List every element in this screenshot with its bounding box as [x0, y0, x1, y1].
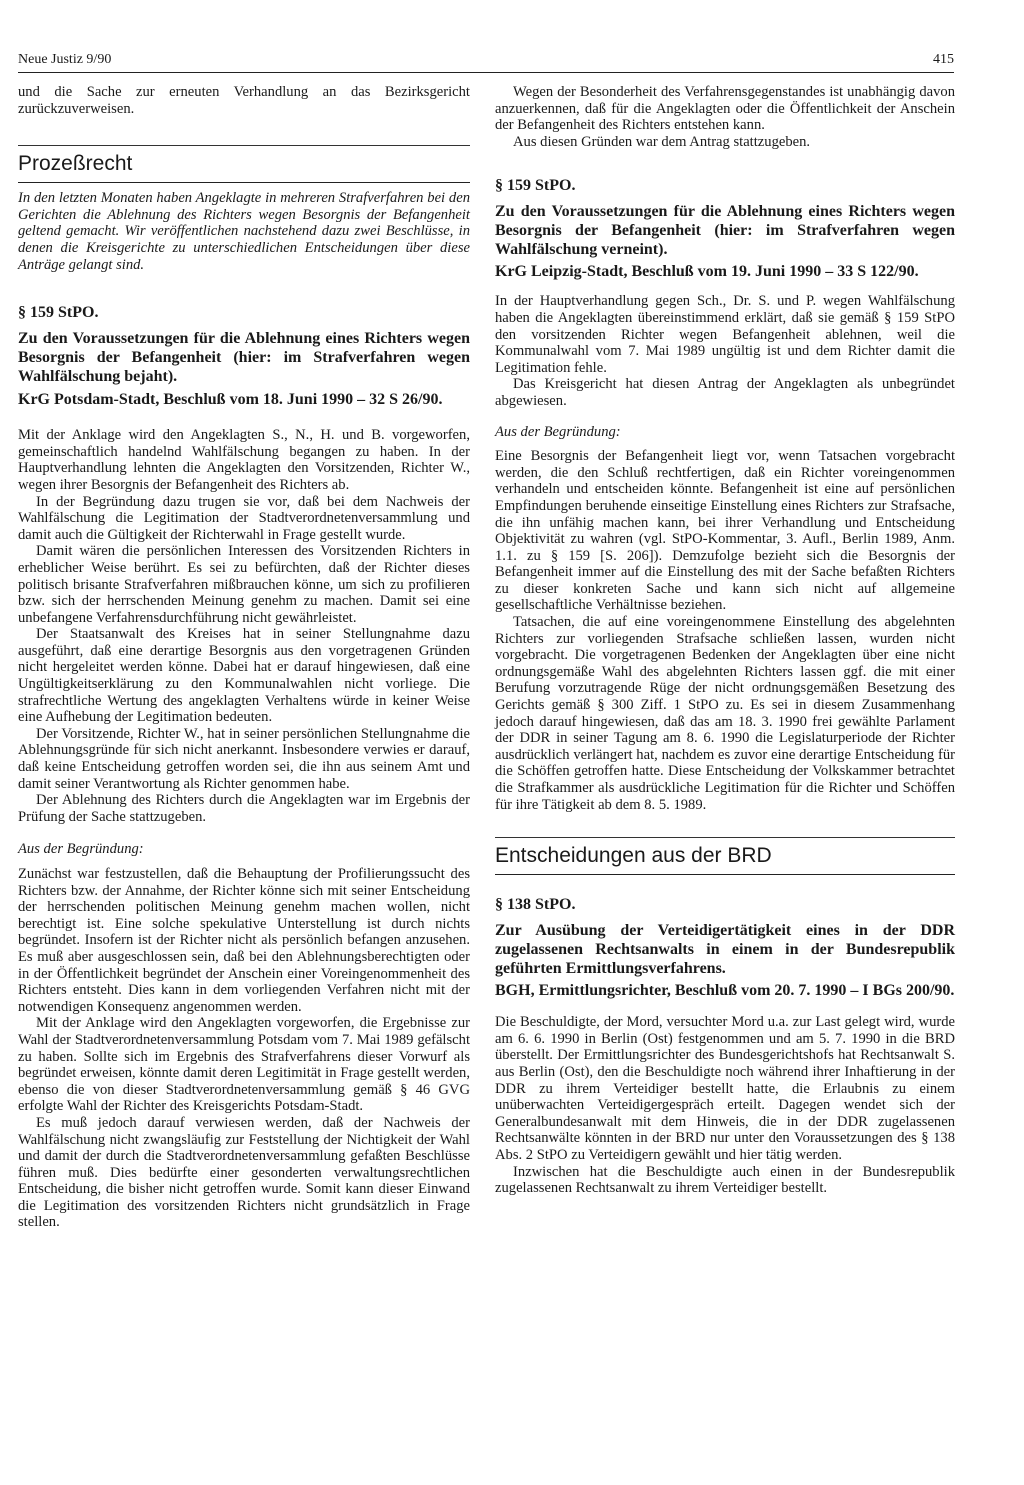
reason-paragraph: Tatsachen, die auf eine voreingenommene Einstellung des abgelehnten Richters zur vorliegenden Strafsache schließen lassen, wurden nicht vorgebracht. Die vorgetragenen Bedenken der Angeklagten über eine nicht ordnungsgemäße Wahl des abgelehnten Richters lassen ggf. die mit einer Berufung vorzutragende Rüge der nicht ordnungsgemäßen Besetzung des Gerichts gemäß § 300 Ziff. 1 StPO zu. Es sei in diesem Zusammenhang jedoch darauf hingewiesen, daß das am 18. 3. 1990 frei gewählte Parlament der DDR in seiner Tagung am 8. 6. 1990 die Legislaturperiode der Richter ausdrücklich verlängert hat, nachdem es zuvor eine derartige Entscheidung für die Schöffen getroffen hatte. Diese Entscheidung der Volkskammer betrachtet die Strafkammer als ausdrückliche Legitimation für die Richter und Schöffen für ihre Tätigkeit ab dem 8. 5. 1989. — [495, 614, 955, 813]
reasons-heading: Aus der Begründung: — [18, 841, 144, 858]
fact-paragraph: Das Kreisgericht hat diesen Antrag der Angeklagten als unbegründet abgewiesen. — [495, 376, 955, 409]
case2-reasons-heading: Aus der Begründung: — [495, 423, 621, 440]
continuation-paragraph: Wegen der Besonderheit des Verfahrensgegenstandes ist unabhängig davon anzuerkennen, daß für die Angeklagten oder die Öffentlichkeit der Anschein der Befangenheit des Richters entstehen kann. — [495, 84, 955, 134]
fact-paragraph: In der Begründung dazu trugen sie vor, daß bei dem Nachweis der Wahlfälschung die Legitimation der Stadtverordnetenversammlung und damit auch die Gültigkeit der Richterwahl in Frage gestellt wurde. — [18, 493, 470, 543]
fact-paragraph: Der Vorsitzende, Richter W., hat in seiner persönlichen Stellungnahme die Ablehnungsgründe für sich nicht anerkannt. Insbesondere verwies er darauf, daß keine Entscheidung getroffen worden sei, die ihn aus seinem Amt und damit seiner Verantwortung als Richter genommen habe. — [18, 725, 470, 792]
case2-paragraph-label: § 159 StPO. — [495, 177, 576, 195]
reason-paragraph: Mit der Anklage wird den Angeklagten vorgeworfen, die Ergebnisse zur Wahl der Stadtverordnetenversammlung Potsdam vom 7. Mai 1989 gefälscht zu haben. Sollte sich im Ergebnis des Strafverfahrens dieser Vorwurf als begründet erweisen, könnte damit deren Legitimität in Frage gestellt werden, ebenso die von dieser Stadtverordnetenversammlung gemäß § 46 GVG erfolgte Wahl der Richter des Kreisgerichts Potsdam-Stadt. — [18, 1015, 470, 1115]
section2-title: Entscheidungen aus der BRD — [495, 844, 772, 868]
fact-paragraph: In der Hauptverhandlung gegen Sch., Dr. S. und P. wegen Wahlfälschung haben die Angeklagten übereinstimmend erklärt, daß sie gemäß § 159 StPO den vorsitzenden Richter wegen Befangenheit ablehnen, weil die Kommunalwahl vom 7. Mai 1989 ungültig ist und dem Richter damit die Legitimation fehle. — [495, 293, 955, 376]
fact-paragraph: Der Ablehnung des Richters durch die Angeklagten war im Ergebnis der Prüfung der Sache stattzugeben. — [18, 792, 470, 825]
case3-reference: BGH, Ermittlungsrichter, Beschluß vom 20. 7. 1990 – I BGs 200/90. — [495, 982, 955, 1000]
left-column — [18, 84, 470, 1231]
header-rule — [18, 72, 954, 73]
reason-paragraph: Es muß jedoch darauf verwiesen werden, daß der Nachweis der Wahlfälschung nicht zwangsläufig zur Feststellung der Nichtigkeit der Wahl und damit der durch die Stadtverordnetenversammlung gefaßten Beschlüsse führen muß. Dies bedürfte einer gesonderten verwaltungsrechtlichen Entscheidung, die bisher nicht getroffen wurde. Somit kann dieser Einwand die Legitimation des vorsitzenden Richters nicht grundsätzlich in Frage stellen. — [18, 1114, 470, 1231]
case3-title: Zur Ausübung der Verteidigertätigkeit eines in der DDR zugelassenen Rechtsanwalts in einem in der Bundesrepublik geführten Ermittlungsverfahrens. — [495, 922, 955, 978]
page-number: 415 — [933, 52, 954, 67]
journal-issue: Neue Justiz 9/90 — [18, 52, 112, 67]
fact-paragraph: Der Staatsanwalt des Kreises hat in seiner Stellungnahme dazu ausgeführt, daß eine derartige Besorgnis aus den vorgetragenen Gründen nicht hergeleitet werden könne. Dabei hat er darauf hingewiesen, daß eine Ungültigkeitserklärung zu den Kommunalwahlen nicht vorliege. Die strafrechtliche Wertung des angeklagten Verhaltens würde in keiner Weise eine Aufhebung der Legitimation bedeuten. — [18, 626, 470, 726]
case3-facts — [495, 1014, 955, 1197]
case-facts — [18, 427, 470, 825]
case3-paragraph-label: § 138 StPO. — [495, 896, 576, 914]
case2-facts — [495, 293, 955, 409]
section2-rule-bottom — [495, 874, 955, 875]
fact-paragraph: Mit der Anklage wird den Angeklagten S., N., H. und B. vorgeworfen, gemeinschaftlich handelnd Wahlfälschung begangen zu haben. In der Hauptverhandlung lehnten die Angeklagten den Vorsitzenden, Richter W., wegen ihrer Besorgnis der Befangenheit des Richters ab. — [18, 427, 470, 493]
case2-reference: KrG Leipzig-Stadt, Beschluß vom 19. Juni 1990 – 33 S 122/90. — [495, 263, 919, 281]
case-paragraph-label: § 159 StPO. — [18, 304, 99, 322]
case-reference: KrG Potsdam-Stadt, Beschluß vom 18. Juni 1990 – 32 S 26/90. — [18, 391, 443, 409]
fact-paragraph: Die Beschuldigte, der Mord, versuchter Mord u.a. zur Last gelegt wird, wurde am 6. 6. 1990 in Berlin (Ost) festgenommen und am 5. 7. 1990 in die BRD überstellt. Der Ermittlungsrichter des Bundesgerichtshofs hat Rechtsanwalt S. aus Berlin (Ost), den die Beschuldigte noch während ihrer Inhaftierung in der DDR zu ihrem Verteidiger bestellt hatte, die Erlaubnis zu einem unüberwachten Verteidigergespräch erteilt. Dagegen wendet sich der Generalbundesanwalt mit dem Hinweis, die in der DDR zugelassenen Rechtsanwälte könnten in der BRD nur unter den Voraussetzungen des § 138 Abs. 2 StPO zu Verteidigern gewählt und hier tätig werden. — [495, 1014, 955, 1163]
case2-reasons — [495, 448, 955, 813]
reason-paragraph: Eine Besorgnis der Befangenheit liegt vor, wenn Tatsachen vorgebracht werden, die den Schluß rechtfertigen, daß ein Richter voreingenommen verhandeln und entscheiden könnte. Befangenheit ist eine auf persönlichen Empfindungen beruhende einseitige Einstellung eines Richters zur Strafsache, die ihn unfähig machen kann, bei ihrer Verhandlung und Entscheidung Objektivität zu wahren (vgl. StPO-Kommentar, 3. Aufl., Berlin 1989, Anm. 1.1. zu § 159 [S. 206]). Demzufolge bezieht sich die Besorgnis der Befangenheit immer auf die Einstellung des mit der Sache befaßten Richters zu dieser konkreten Sache und kann sich nicht auf allgemeine gesellschaftliche Verhältnisse beziehen. — [495, 448, 955, 614]
section-rule-top — [18, 145, 470, 146]
continuation-text: und die Sache zur erneuten Verhandlung an das Bezirksgericht zurückzuverweisen. — [18, 84, 470, 117]
case-reasons — [18, 866, 470, 1231]
reason-paragraph: Zunächst war festzustellen, daß die Behauptung der Profilierungssucht des Richters bzw. der Annahme, der Richter könne sich mit seiner Entscheidung der herrschenden politischen Meinung genehm machen wollen, nicht berechtigt ist. Eine solche spekulative Unterstellung ist durch nichts begründet. Insofern ist der Richter nicht als persönlich befangen anzusehen. Es muß aber ausgeschlossen sein, daß bei den Ablehnungsberechtigten oder in der Öffentlichkeit begründet der Anschein einer Voreingenommenheit des Richters entsteht. Dies kann in dem vorliegenden Verfahren nicht mit der notwendigen Konsequenz angenommen werden. — [18, 866, 470, 1015]
section2-rule-top — [495, 837, 955, 838]
right-column — [495, 84, 955, 1197]
section-title: Prozeßrecht — [18, 152, 133, 176]
case-title: Zu den Voraussetzungen für die Ablehnung eines Richters wegen Besorgnis der Befangenheit (hier: im Strafverfahren wegen Wahlfälschung bejaht). — [18, 330, 470, 386]
section-rule-bottom — [18, 182, 470, 183]
case2-title: Zu den Voraussetzungen für die Ablehnung eines Richters wegen Besorgnis der Befangenheit (hier: im Strafverfahren wegen Wahlfälschung verneint). — [495, 203, 955, 259]
fact-paragraph: Inzwischen hat die Beschuldigte auch einen in der Bundesrepublik zugelassenen Rechtsanwalt zu ihrem Verteidiger bestellt. — [495, 1163, 955, 1197]
continuation-paragraph: Aus diesen Gründen war dem Antrag stattzugeben. — [513, 133, 811, 150]
section-intro: In den letzten Monaten haben Angeklagte in mehreren Strafverfahren bei den Gerichten die Ablehnung des Richters wegen Besorgnis der Befangenheit geltend gemacht. Wir veröffentlichen nachstehend dazu zwei Beschlüsse, in denen die Kreisgerichte zu unterschiedlichen Entscheidungen über diese Anträge gelangt sind. — [18, 190, 470, 273]
fact-paragraph: Damit wären die persönlichen Interessen des Vorsitzenden Richters in erheblicher Weise berührt. Es sei zu befürchten, daß der Richter dieses politisch brisante Strafverfahren mißbrauchen könne, um sich zu profilieren bzw. sich der herrschenden Meinung genehm zu machen. Damit sei eine unbefangene Verfahrensdurchführung nicht gewährleistet. — [18, 543, 470, 626]
